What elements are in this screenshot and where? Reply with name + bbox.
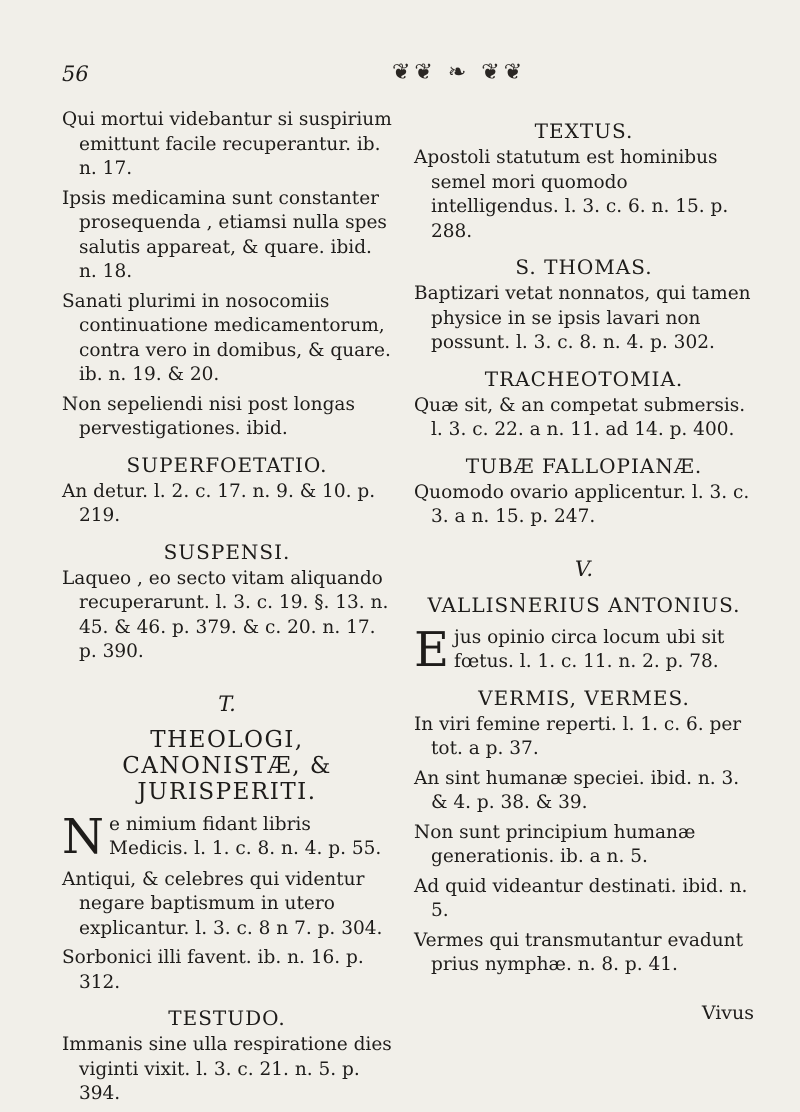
index-entry: An sint humanæ speciei. ibid. n. 3. & 4. p. 38. & 39. bbox=[414, 767, 740, 813]
section-heading: THEOLOGI, CANONISTÆ, & JURISPERITI. bbox=[122, 726, 332, 805]
section-heading: TEXTUS. bbox=[534, 119, 634, 143]
index-entry: Non sepeliendi nisi post longas pervestigationes. ibid. bbox=[62, 393, 355, 439]
index-entry: Immanis sine ulla respiratione dies viginti vixit. l. 3. c. 21. n. 5. p. 394. bbox=[62, 1034, 392, 1104]
index-entry bbox=[414, 621, 754, 678]
section-heading: TESTUDO. bbox=[168, 1006, 286, 1030]
index-entry: An detur. l. 2. c. 17. n. 9. & 10. p. 219. bbox=[62, 480, 376, 526]
section-heading: SUPERFOETATIO. bbox=[126, 452, 328, 477]
letter-heading: T. bbox=[218, 691, 236, 716]
page-number: 56 bbox=[62, 62, 89, 86]
index-entry-text: jus opinio circa locum ubi sit fœtus. l. 1. c. 11. n. 2. p. 78. bbox=[454, 626, 725, 672]
right-column bbox=[414, 108, 754, 983]
index-entry: Ad quid videantur destinati. ibid. n. 5. bbox=[414, 875, 748, 921]
section-heading: VALLISNERIUS ANTONIUS. bbox=[427, 592, 741, 617]
section-heading: TUBÆ FALLOPIANÆ. bbox=[465, 453, 703, 478]
index-entry: Sorbonici illi favent. ib. n. 16. p. 312. bbox=[62, 947, 364, 993]
index-entry: Vermes qui transmutantur evadunt prius nymphæ. n. 8. p. 41. bbox=[414, 929, 744, 975]
index-entry: Ipsis medicamina sunt constanter prosequenda , etiamsi nulla spes salutis appareat, & quare. ibid. n. 18. bbox=[62, 187, 387, 282]
index-entry bbox=[62, 808, 392, 865]
index-entry: In viri femine reperti. l. 1. c. 6. per tot. a p. 37. bbox=[414, 713, 742, 759]
drop-cap: E bbox=[414, 621, 450, 678]
section-heading: VERMIS, VERMES. bbox=[478, 685, 690, 710]
letter-heading: V. bbox=[574, 556, 594, 581]
index-entry: Apostoli statutum est hominibus semel mori quomodo intelligendus. l. 3. c. 6. n. 15. p. 288. bbox=[414, 147, 729, 242]
section-heading: TRACHEOTOMIA. bbox=[484, 366, 684, 391]
catchword: Vivus bbox=[701, 1002, 754, 1024]
left-column bbox=[62, 108, 392, 1112]
index-entry: Antiqui, & celebres qui videntur negare baptismum in utero explicantur. l. 3. c. 8 n 7. p. 304. bbox=[62, 868, 383, 939]
index-entry: Qui mortui videbantur si suspirium emittunt facile recuperantur. ib. n. 17. bbox=[62, 109, 392, 179]
section-heading: S. THOMAS. bbox=[515, 255, 653, 279]
section-heading: SUSPENSI. bbox=[163, 539, 291, 564]
index-entry-text: e nimium fidant libris Medicis. l. 1. c. 8. n. 4. p. 55. bbox=[109, 813, 382, 859]
index-entry: Sanati plurimi in nosocomiis continuatione medicamentorum, contra vero in domibus, & quare. ib. n. 19. & 20. bbox=[62, 290, 391, 385]
header-ornament: ❦❦ ❧ ❦❦ bbox=[392, 60, 527, 85]
page-header bbox=[62, 58, 762, 98]
index-entry: Quæ sit, & an competat submersis. l. 3. c. 22. a n. 11. ad 14. p. 400. bbox=[414, 394, 746, 440]
index-entry: Laqueo , eo secto vitam aliquando recuperarunt. l. 3. c. 19. §. 13. n. 45. & 46. p. 379. & c. 20. n. 17. p. 390. bbox=[62, 567, 389, 662]
index-entry: Non sunt principium humanæ generationis. ib. a n. 5. bbox=[414, 821, 696, 867]
index-entry: Baptizari vetat nonnatos, qui tamen physice in se ipsis lavari non possunt. l. 3. c. 8. n. 4. p. 302. bbox=[414, 283, 751, 353]
index-entry: Quomodo ovario applicentur. l. 3. c. 3. a n. 15. p. 247. bbox=[414, 481, 750, 527]
drop-cap: N bbox=[62, 808, 104, 865]
